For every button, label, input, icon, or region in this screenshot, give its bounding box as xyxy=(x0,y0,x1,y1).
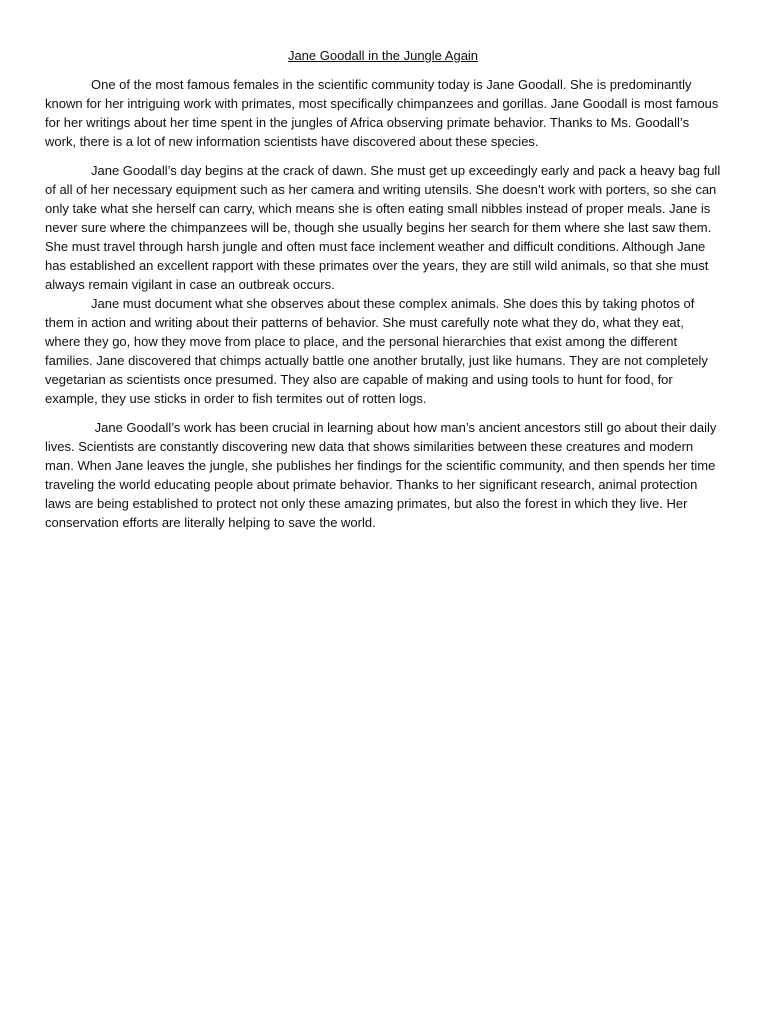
document-page xyxy=(45,46,721,532)
paragraph-2: Jane Goodall’s day begins at the crack of dawn. She must get up exceedingly early and pack a heavy bag full of all of her necessary equipment such as her camera and writing utensils. She doesn’t work with porters, so she can only take what she herself can carry, which means she is often eating small nibbles instead of proper meals. Jane is never sure where the chimpanzees will be, though she usually begins her search for them where she last saw them. She must travel through harsh jungle and often must face inclement weather and difficult conditions. Although Jane has established an excellent rapport with these primates over the years, they are still wild animals, so that she must always remain vigilant in case an outbreak occurs. xyxy=(45,163,721,292)
paragraph-4: Jane Goodall’s work has been crucial in learning about how man’s ancient ancestors still go about their daily lives. Scientists are constantly discovering new data that shows similarities between these creatures and modern man. When Jane leaves the jungle, she publishes her findings for the scientific community, and then spends her time traveling the world educating people about primate behavior. Thanks to her significant research, animal protection laws are being established to protect not only these amazing primates, but also the forest in which they live. Her conservation efforts are literally helping to save the world. xyxy=(45,420,720,530)
paragraph-3: Jane must document what she observes about these complex animals. She does this by taking photos of them in action and writing about their patterns of behavior. She must carefully note what they do, what they eat, where they go, how they move from place to place, and the personal hierarchies that exist among the different families. Jane discovered that chimps actually battle one another brutally, just like humans. They are not completely vegetarian as scientists once presumed. They also are capable of making and using tools to hunt for food, for example, they use sticks in order to fish termites out of rotten logs. xyxy=(45,296,708,406)
document-title: Jane Goodall in the Jungle Again xyxy=(287,48,479,63)
paragraph-1: One of the most famous females in the scientific community today is Jane Goodall. She is predominantly known for her intriguing work with primates, most specifically chimpanzees and gorillas. Jane Goodall is most famous for her writings about her time spent in the jungles of Africa observing primate behavior. Thanks to Ms. Goodall’s work, there is a lot of new information scientists have discovered about these species. xyxy=(45,77,719,149)
